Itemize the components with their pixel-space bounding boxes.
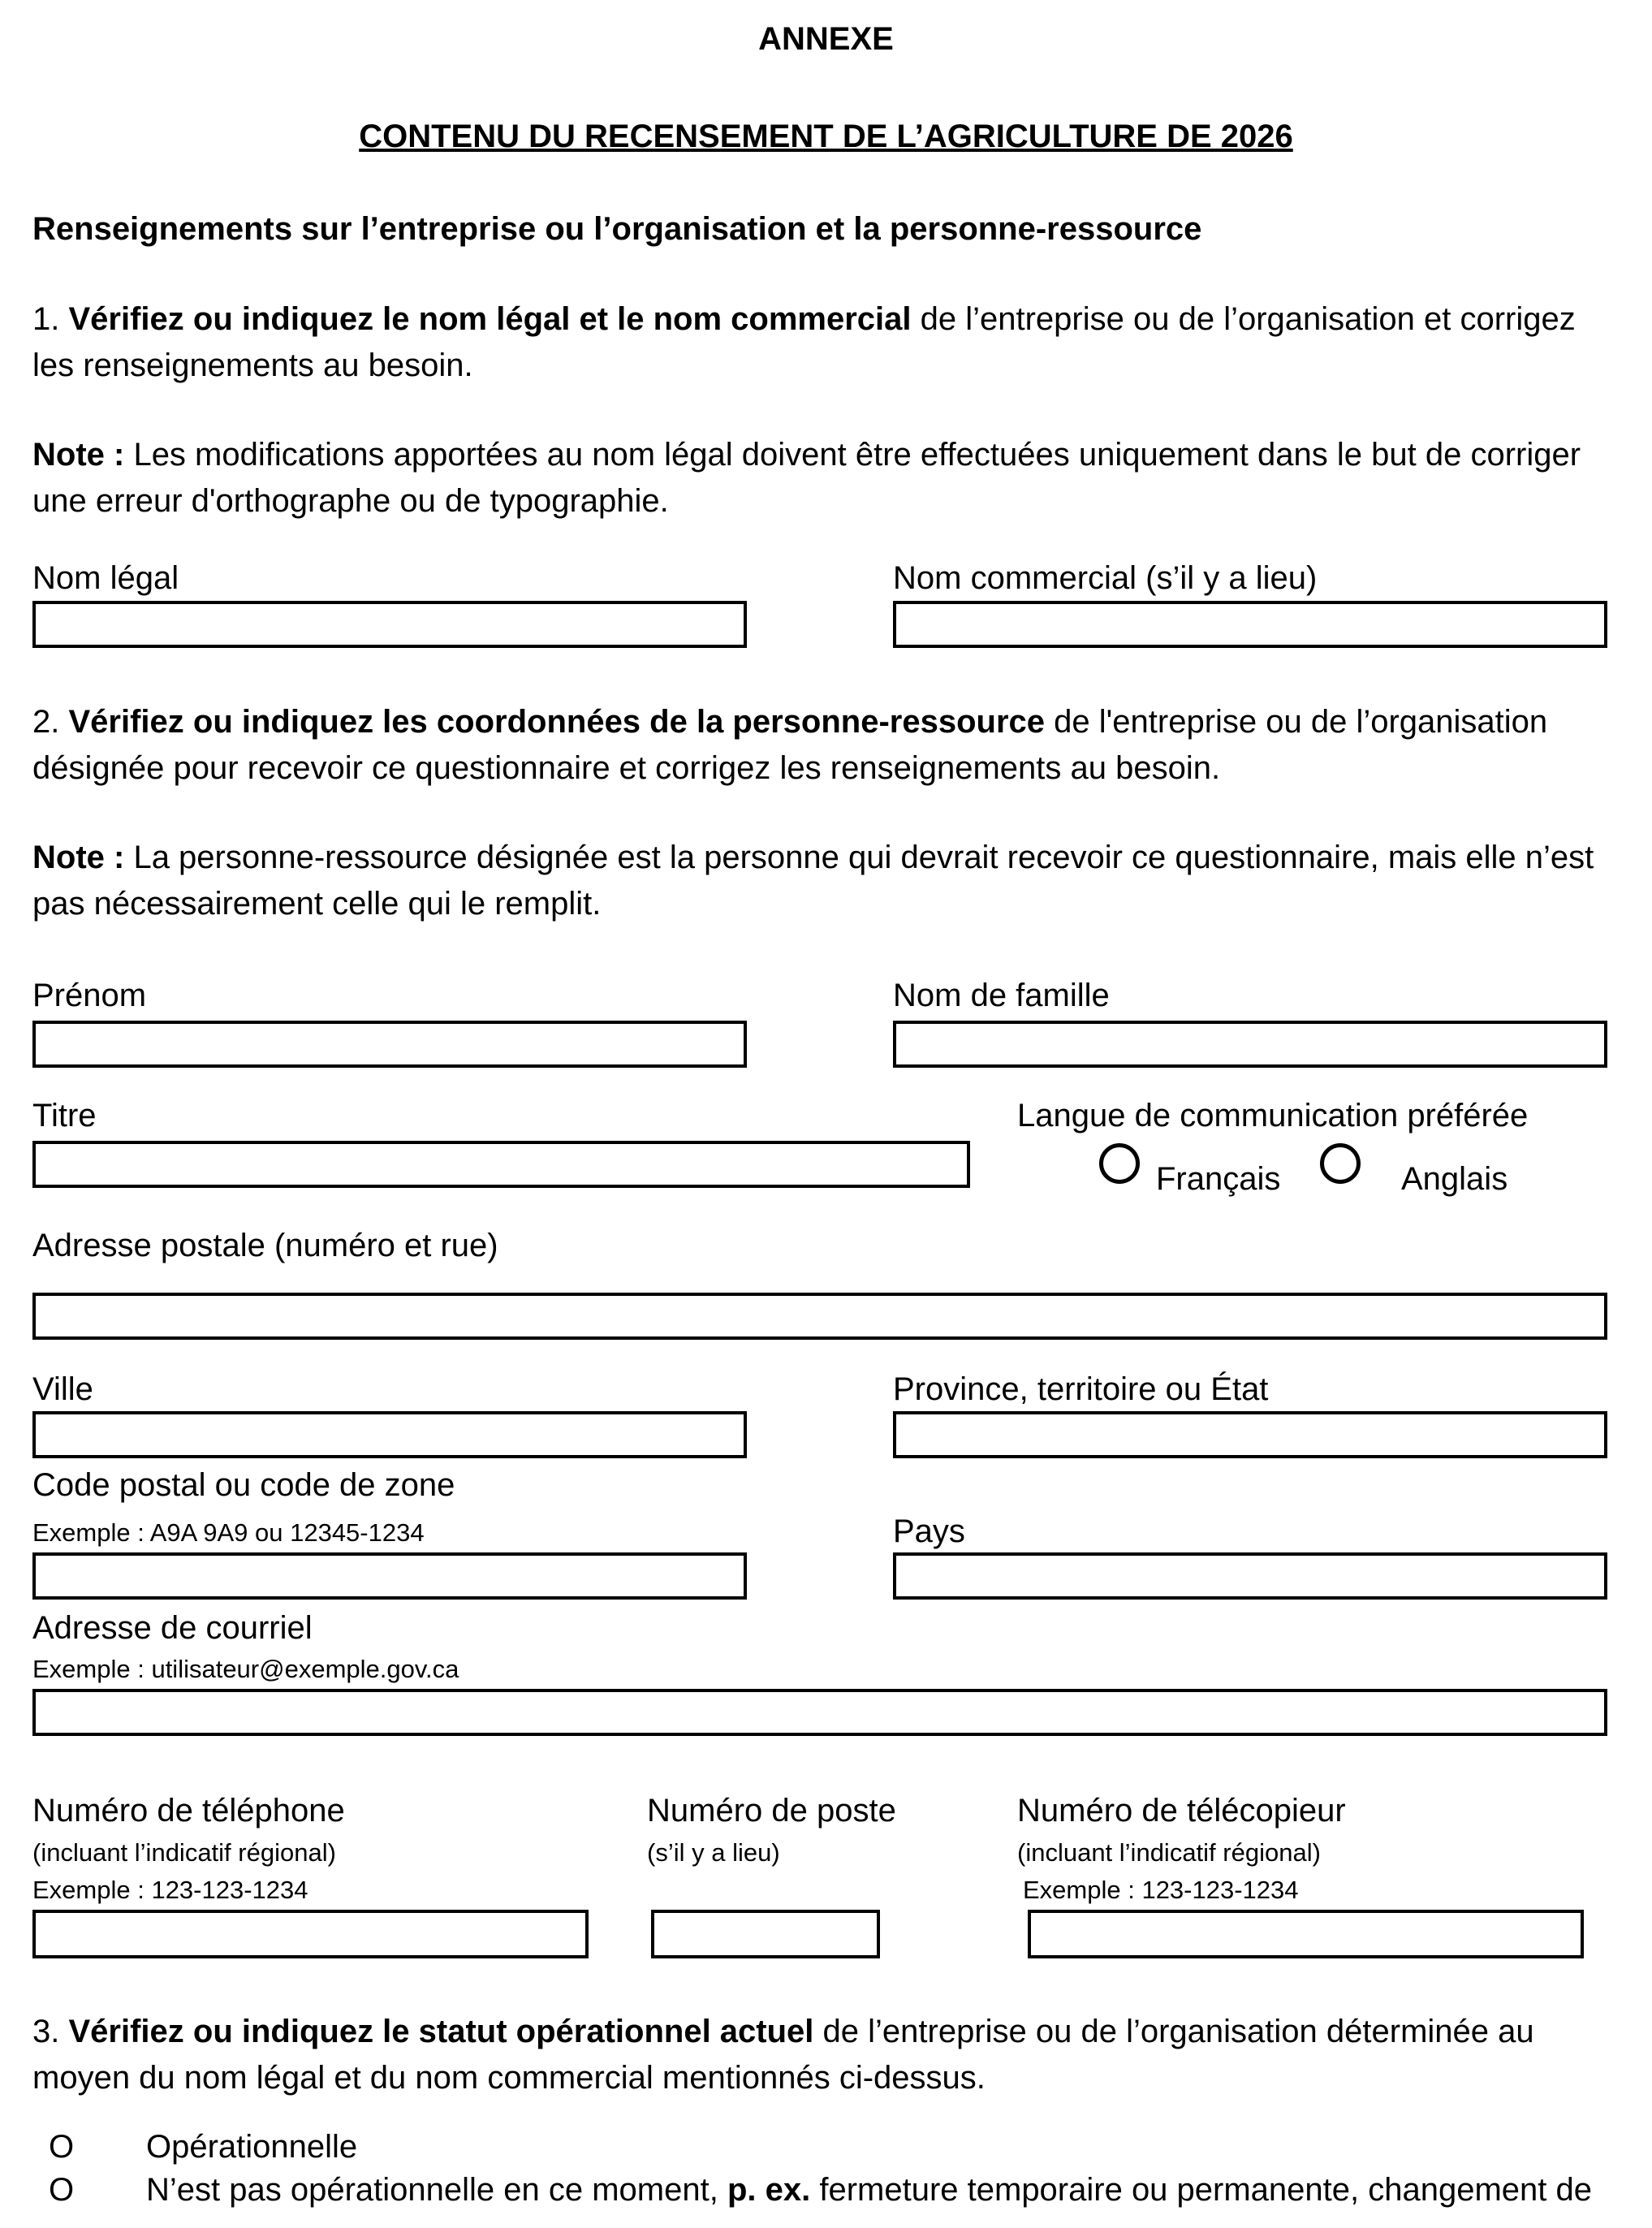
note-label: Note : — [32, 840, 125, 875]
option-emphasis: p. ex. — [727, 2172, 811, 2208]
radio-english[interactable] — [1320, 1143, 1361, 1184]
province-label: Province, territoire ou État — [893, 1371, 1269, 1407]
country-field[interactable] — [893, 1552, 1607, 1600]
legal-name-label: Nom légal — [32, 560, 179, 596]
document-title: CONTENU DU RECENSEMENT DE L’AGRICULTURE DE 2026 — [359, 119, 1293, 154]
first-name-label: Prénom — [32, 978, 147, 1013]
radio-english-label: Anglais — [1401, 1161, 1508, 1197]
language-label: Langue de communication préférée — [1017, 1098, 1529, 1133]
email-label: Adresse de courriel — [32, 1610, 313, 1646]
extension-label: Numéro de poste — [647, 1793, 896, 1829]
question-3 — [32, 2009, 1624, 2101]
question-emphasis: Vérifiez ou indiquez le statut opérationnel actuel — [68, 2014, 814, 2049]
question-number: 3. — [32, 2014, 60, 2049]
question-text: de l'entreprise ou de l’organisation désignée pour recevoir ce questionnaire et corrigez les renseignements au besoin. — [32, 704, 1548, 786]
phone-field[interactable] — [32, 1910, 589, 1958]
annex-heading: ANNEXE — [758, 21, 894, 57]
postal-code-example: Exemple : A9A 9A9 ou 12345-1234 — [32, 1518, 425, 1547]
extension-field[interactable] — [651, 1910, 880, 1958]
last-name-field[interactable] — [893, 1021, 1607, 1068]
section-heading: Renseignements sur l’entreprise ou l’organisation et la personne-ressource — [32, 211, 1202, 247]
fax-example: Exemple : 123-123-1234 — [1023, 1876, 1299, 1904]
trade-name-field[interactable] — [893, 601, 1607, 648]
radio-french[interactable] — [1099, 1143, 1140, 1184]
status-option-operational: Opérationnelle — [146, 2129, 358, 2165]
trade-name-label: Nom commercial (s’il y a lieu) — [893, 560, 1318, 596]
phone-example: Exemple : 123-123-1234 — [32, 1876, 308, 1904]
option-text: fermeture temporaire ou permanente, changement de — [810, 2172, 1593, 2208]
note-1 — [32, 432, 1624, 525]
question-text: de l’entreprise ou de l’organisation déterminée au moyen du nom légal et du nom commercial mentionnés ci-dessus. — [32, 2014, 1534, 2096]
fax-subtext: (incluant l’indicatif régional) — [1017, 1838, 1321, 1867]
legal-name-field[interactable] — [32, 601, 747, 648]
question-1 — [32, 296, 1624, 389]
note-text: La personne-ressource désignée est la personne qui devrait recevoir ce questionnaire, mais elle n’est pas nécessairement celle qui le remplit. — [32, 840, 1594, 922]
title-field[interactable] — [32, 1141, 970, 1188]
province-field[interactable] — [893, 1411, 1607, 1458]
question-2 — [32, 699, 1624, 792]
status-option-not-operational — [146, 2167, 1592, 2213]
extension-subtext: (s’il y a lieu) — [647, 1838, 780, 1867]
radio-french-label: Français — [1156, 1161, 1281, 1197]
postal-code-label: Code postal ou code de zone — [32, 1467, 455, 1503]
last-name-label: Nom de famille — [893, 978, 1110, 1013]
note-label: Note : — [32, 437, 125, 473]
status-option-marker[interactable]: O — [49, 2129, 75, 2165]
address-field[interactable] — [32, 1293, 1607, 1340]
phone-label: Numéro de téléphone — [32, 1793, 345, 1829]
email-field[interactable] — [32, 1689, 1607, 1736]
phone-subtext: (incluant l’indicatif régional) — [32, 1838, 336, 1867]
address-label: Adresse postale (numéro et rue) — [32, 1228, 498, 1263]
status-option-marker[interactable]: O — [49, 2172, 75, 2208]
city-field[interactable] — [32, 1411, 747, 1458]
fax-field[interactable] — [1028, 1910, 1584, 1958]
question-text: de l’entreprise ou de l’organisation et corrigez les renseignements au besoin. — [32, 301, 1576, 383]
question-emphasis: Vérifiez ou indiquez le nom légal et le nom commercial — [68, 301, 912, 337]
note-2 — [32, 835, 1624, 927]
option-text: N’est pas opérationnelle en ce moment, — [146, 2172, 727, 2208]
first-name-field[interactable] — [32, 1021, 747, 1068]
country-label: Pays — [893, 1513, 965, 1549]
question-number: 1. — [32, 301, 60, 337]
note-text: Les modifications apportées au nom légal doivent être effectuées uniquement dans le but de corriger une erreur d'orthographe ou de typographie. — [32, 437, 1581, 519]
city-label: Ville — [32, 1371, 93, 1407]
email-example: Exemple : utilisateur@exemple.gov.ca — [32, 1655, 459, 1683]
postal-code-field[interactable] — [32, 1552, 747, 1600]
fax-label: Numéro de télécopieur — [1017, 1793, 1346, 1829]
title-label: Titre — [32, 1098, 97, 1133]
question-emphasis: Vérifiez ou indiquez les coordonnées de la personne-ressource — [68, 704, 1046, 740]
question-number: 2. — [32, 704, 60, 740]
